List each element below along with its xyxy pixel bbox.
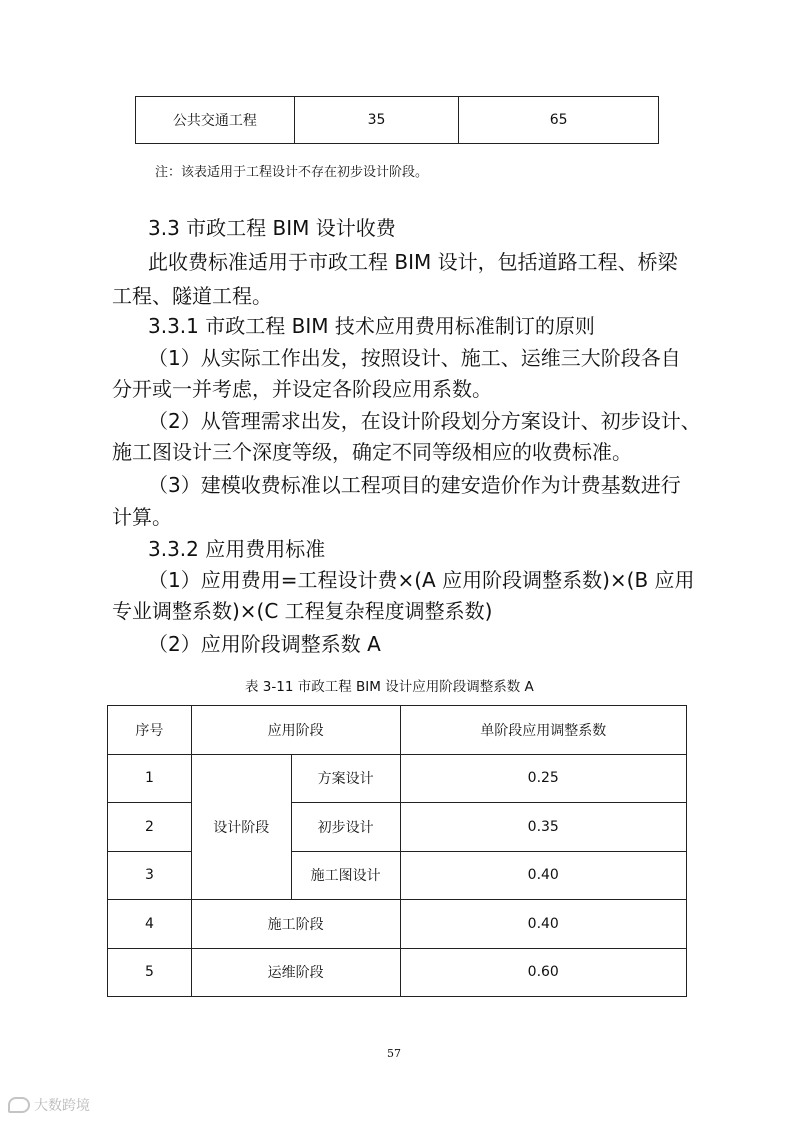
table-row	[108, 948, 687, 997]
table-cell: 35	[294, 97, 459, 144]
paragraph-line: （1）从实际工作出发，按照设计、施工、运维三大阶段各自	[148, 346, 681, 370]
table-header-row	[108, 706, 687, 755]
row-number: 1	[108, 754, 192, 803]
sub-stage-cell: 方案设计	[291, 754, 400, 803]
subsection-heading: 3.3.1 市政工程 BIM 技术应用费用标准制订的原则	[148, 314, 595, 338]
page-number: 57	[387, 1047, 401, 1060]
paragraph-line: （1）应用费用=工程设计费×(A 应用阶段调整系数)×(B 应用	[148, 568, 695, 592]
chat-bubble-icon	[8, 1097, 30, 1113]
table-row	[108, 754, 687, 803]
coefficient-cell: 0.60	[400, 948, 687, 997]
watermark	[8, 1095, 90, 1115]
stage-coefficient-table	[107, 705, 687, 997]
coefficient-cell: 0.35	[400, 803, 687, 852]
table-row	[108, 900, 687, 949]
header-cell: 序号	[108, 706, 192, 755]
watermark-text: 大数跨境	[34, 1098, 90, 1114]
row-number: 5	[108, 948, 192, 997]
paragraph-line: （2）应用阶段调整系数 A	[148, 632, 381, 656]
stage-cell: 运维阶段	[191, 948, 400, 997]
paragraph-line: （3）建模收费标准以工程项目的建安造价作为计费基数进行	[148, 473, 681, 497]
coefficient-cell: 0.40	[400, 851, 687, 900]
header-cell: 应用阶段	[191, 706, 400, 755]
design-stage-cell: 设计阶段	[191, 754, 291, 900]
table-cell: 公共交通工程	[136, 97, 295, 144]
fee-table-continued	[135, 96, 659, 144]
table-row	[136, 97, 659, 144]
subsection-heading: 3.3.2 应用费用标准	[148, 537, 326, 561]
header-cell: 单阶段应用调整系数	[400, 706, 687, 755]
paragraph-line: 分开或一并考虑，并设定各阶段应用系数。	[112, 377, 492, 401]
paragraph-line: 施工图设计三个深度等级，确定不同等级相应的收费标准。	[112, 440, 632, 464]
table-caption: 表 3-11 市政工程 BIM 设计应用阶段调整系数 A	[245, 679, 534, 695]
sub-stage-cell: 施工图设计	[291, 851, 400, 900]
row-number: 2	[108, 803, 192, 852]
section-heading: 3.3 市政工程 BIM 设计收费	[148, 216, 396, 240]
table-cell: 65	[459, 97, 659, 144]
table-note: 注：该表适用于工程设计不存在初步设计阶段。	[155, 165, 429, 180]
coefficient-cell: 0.25	[400, 754, 687, 803]
paragraph-line: （2）从管理需求出发，在设计阶段划分方案设计、初步设计、	[148, 409, 701, 433]
paragraph-line: 计算。	[112, 505, 172, 529]
sub-stage-cell: 初步设计	[291, 803, 400, 852]
paragraph-line: 专业调整系数)×(C 工程复杂程度调整系数)	[112, 599, 493, 623]
paragraph-line: 工程、隧道工程。	[112, 284, 272, 308]
row-number: 3	[108, 851, 192, 900]
row-number: 4	[108, 900, 192, 949]
stage-cell: 施工阶段	[191, 900, 400, 949]
paragraph-line: 此收费标准适用于市政工程 BIM 设计，包括道路工程、桥梁	[148, 250, 678, 274]
coefficient-cell: 0.40	[400, 900, 687, 949]
